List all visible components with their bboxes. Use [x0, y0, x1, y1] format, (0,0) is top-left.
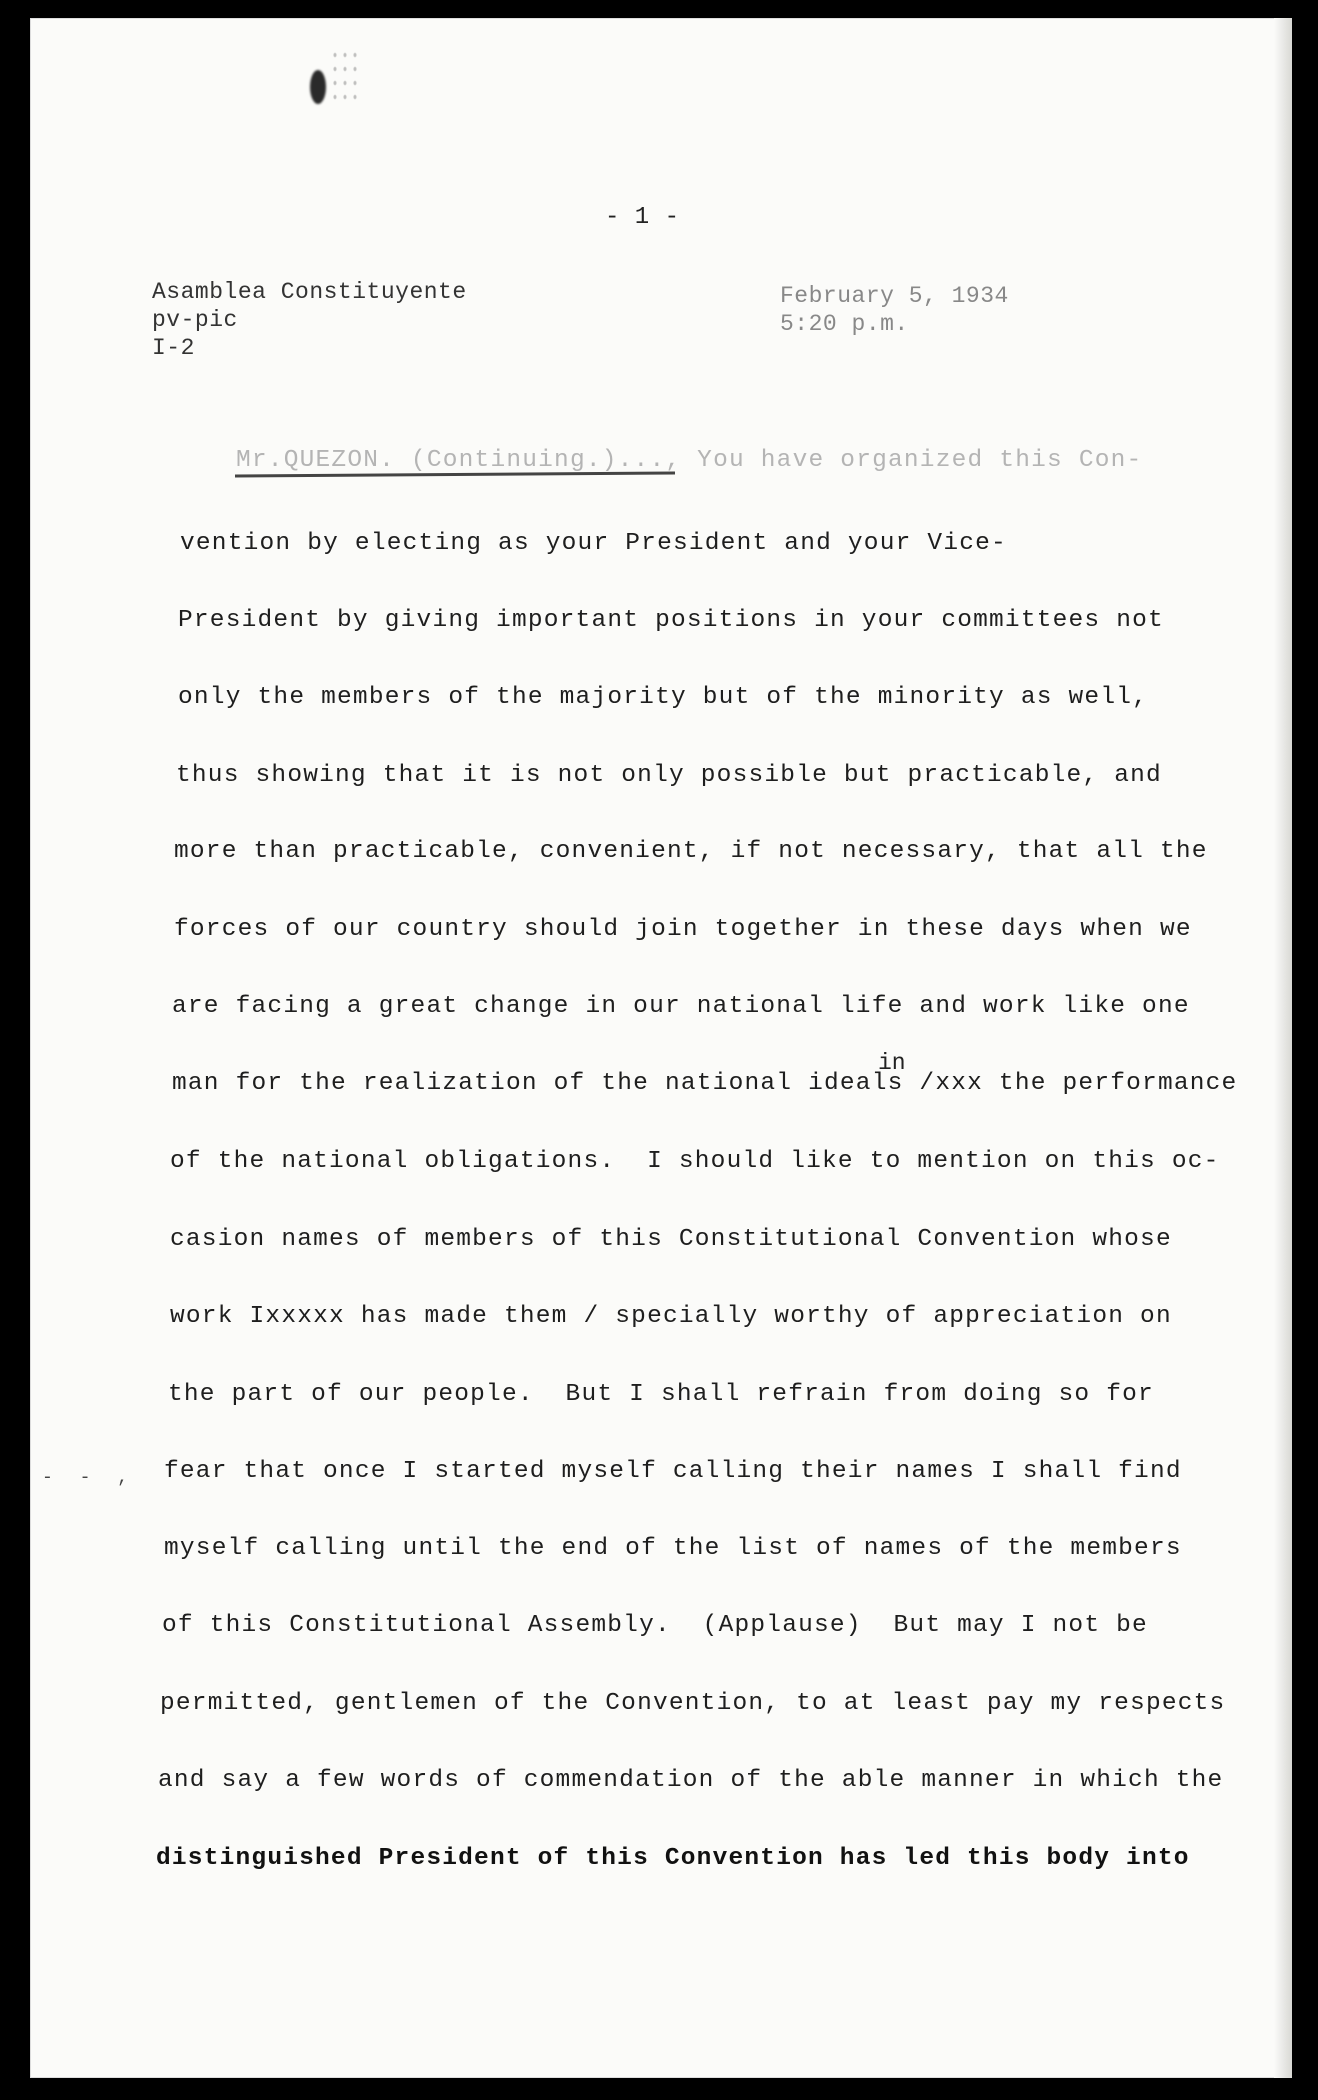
body-line-4: only the members of the majority but of the minority as well,: [178, 684, 1149, 711]
body-line-19: distinguished President of this Convention has led this body into: [156, 1845, 1190, 1872]
body-line-7: forces of our country should join together in these days when we: [174, 916, 1192, 943]
body-line-5: thus showing that it is not only possible but practicable, and: [176, 762, 1162, 789]
body-line-10: of the national obligations. I should like to mention on this oc-: [170, 1148, 1220, 1175]
body-line-17: permitted, gentlemen of the Convention, to at least pay my respects: [160, 1690, 1226, 1717]
header-left: [152, 278, 467, 362]
body-line-3: President by giving important positions in your committees not: [178, 607, 1164, 634]
body-line-15: myself calling until the end of the list of names of the members: [164, 1535, 1182, 1562]
page-edge-shadow: [1274, 18, 1292, 2078]
header-reference: pv-pic: [152, 307, 238, 333]
body-line-2: vention by electing as your President and your Vice-: [180, 530, 1007, 557]
body-line-16: of this Constitutional Assembly. (Applause) But may I not be: [162, 1612, 1148, 1639]
header-date: February 5, 1934: [780, 283, 1009, 309]
body-line-12: work Ixxxxx has made them / specially worthy of appreciation on: [170, 1303, 1172, 1330]
body-line-11: casion names of members of this Constitutional Convention whose: [170, 1226, 1172, 1253]
body-line-18: and say a few words of commendation of the able manner in which the: [158, 1767, 1224, 1794]
paper-specks: [330, 48, 360, 108]
body-line-6: more than practicable, convenient, if not necessary, that all the: [174, 838, 1208, 865]
body-line-8: are facing a great change in our national life and work like one: [172, 993, 1190, 1020]
header-section: I-2: [152, 335, 195, 361]
handwritten-insertion: in: [878, 1050, 906, 1076]
body-line-1: Mr.QUEZON. (Continuing.)..., You have organized this Con-: [236, 447, 1143, 474]
ink-blot: [310, 70, 326, 104]
header-assembly: Asamblea Constituyente: [152, 279, 467, 305]
body-line-9: man for the realization of the national ideals /xxx the performance: [172, 1070, 1238, 1097]
margin-marks: - - ,: [42, 1468, 137, 1488]
body-line-13: the part of our people. But I shall refrain from doing so for: [168, 1381, 1154, 1408]
header-time: 5:20 p.m.: [780, 311, 909, 337]
body-line-14: fear that once I started myself calling their names I shall find: [164, 1458, 1182, 1485]
header-right: [780, 282, 1009, 338]
page-number: - 1 -: [605, 204, 680, 231]
